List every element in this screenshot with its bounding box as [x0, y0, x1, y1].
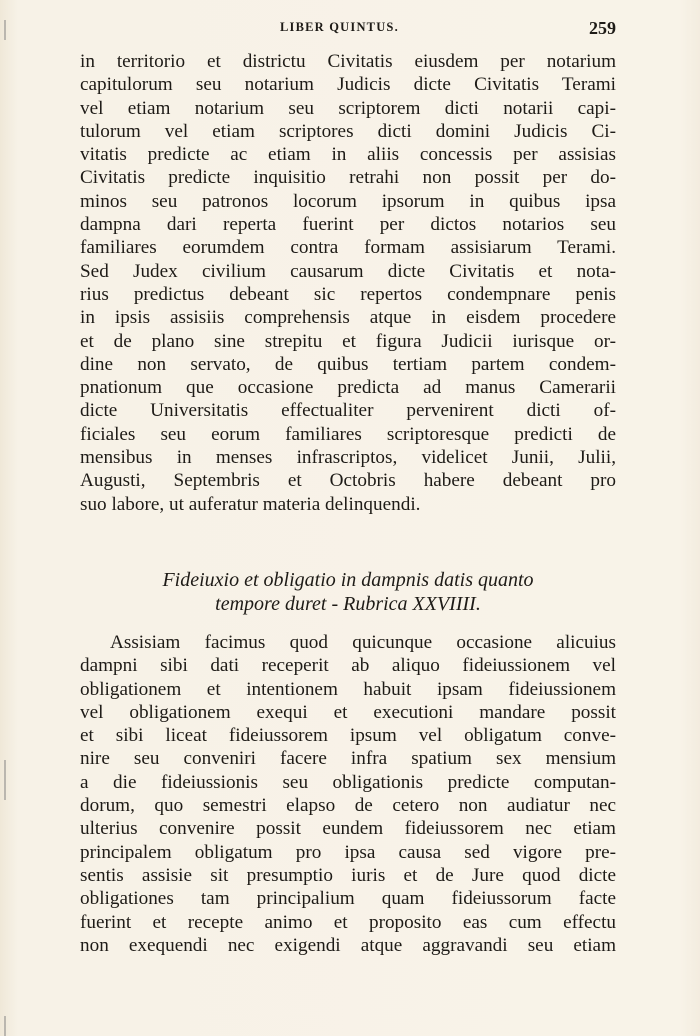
section-1-text	[80, 50, 616, 516]
text-line: in ipsis assisiis comprehensis atque in eisdem procedere	[80, 307, 616, 329]
text-line: vitatis predicte ac etiam in aliis concessis per assisias	[80, 144, 616, 166]
text-line: ficiales seu eorum familiares scriptoresque predicti de	[80, 423, 616, 445]
text-line: et sibi liceat fideiussorem ipsum vel obligatum conve-	[80, 725, 616, 747]
text-line: tulorum vel etiam scriptores dicti domini Judicis Ci-	[80, 120, 616, 142]
rubric-line: tempore duret - Rubrica XXVIIII.	[215, 593, 481, 615]
page-edge-mark	[4, 1016, 6, 1036]
text-line: nire seu conveniri facere infra spatium sex mensium	[80, 748, 616, 770]
rubric-line: Fideiuxio et obligatio in dampnis datis quanto	[162, 569, 534, 591]
running-head	[80, 18, 616, 42]
text-line: dine non servato, de quibus tertiam partem condem-	[80, 353, 616, 375]
text-line: in territorio et districtu Civitatis eiusdem per notarium	[80, 51, 616, 72]
text-line: Sed Judex civilium causarum dicte Civitatis et nota-	[80, 260, 616, 282]
rubric-heading	[80, 568, 616, 616]
text-line: a die fideiussionis seu obligationis predicte computan-	[80, 771, 616, 793]
text-line: vel obligationem exequi et executioni mandare possit	[80, 701, 616, 723]
text-line: fuerint et recepte animo et proposito eas cum effectu	[80, 911, 616, 933]
text-line: dorum, quo semestri elapso de cetero non audiatur nec	[80, 795, 616, 817]
text-line: dampna dari reperta fuerint per dictos notarios seu	[80, 214, 616, 236]
text-line: minos seu patronos locorum ipsorum in quibus ipsa	[80, 190, 616, 212]
text-line: capitulorum seu notarium Judicis dicte Civitatis Terami	[80, 74, 616, 96]
page-number: 259	[589, 18, 616, 38]
text-line: et de plano sine strepitu et figura Judicii iurisque or-	[80, 330, 616, 352]
text-line: mensibus in menses infrascriptos, videlicet Junii, Julii,	[80, 447, 616, 469]
text-line: vel etiam notarium seu scriptorem dicti notarii capi-	[80, 97, 616, 119]
text-line: ulterius convenire possit eundem fideiussorem nec etiam	[80, 818, 616, 840]
text-line: obligationes tam principalium quam fideiussorum facte	[80, 888, 616, 910]
text-line: Civitatis predicte inquisitio retrahi non possit per do-	[80, 167, 616, 189]
text-line: principalem obligatum pro ipsa causa sed vigore pre-	[80, 841, 616, 863]
section-2-text	[80, 631, 616, 957]
text-line: Augusti, Septembris et Octobris habere debeant pro	[80, 470, 616, 492]
text-line: dicte Universitatis effectualiter pervenirent dicti of-	[80, 400, 616, 422]
running-title: LIBER QUINTUS.	[280, 20, 399, 34]
page-edge-mark	[4, 20, 6, 40]
text-line: obligationem et intentionem habuit ipsam fideiussionem	[80, 678, 616, 700]
text-line: rius predictus debeant sic repertos condempnare penis	[80, 283, 616, 305]
text-line: dampni sibi dati receperit ab aliquo fideiussionem vel	[80, 655, 616, 677]
page-edge-mark	[4, 760, 6, 800]
text-line: pnationum que occasione predicta ad manus Camerarii	[80, 377, 616, 399]
text-line: Assisiam facimus quod quicunque occasione alicuius	[110, 632, 616, 653]
text-line: sentis assisie sit presumptio iuris et de Jure quod dicte	[80, 864, 616, 886]
text-line: non exequendi nec exigendi atque aggravandi seu etiam	[80, 934, 616, 956]
text-line: suo labore, ut auferatur materia delinquendi.	[80, 493, 421, 515]
text-line: familiares eorumdem contra formam assisiarum Terami.	[80, 237, 616, 259]
